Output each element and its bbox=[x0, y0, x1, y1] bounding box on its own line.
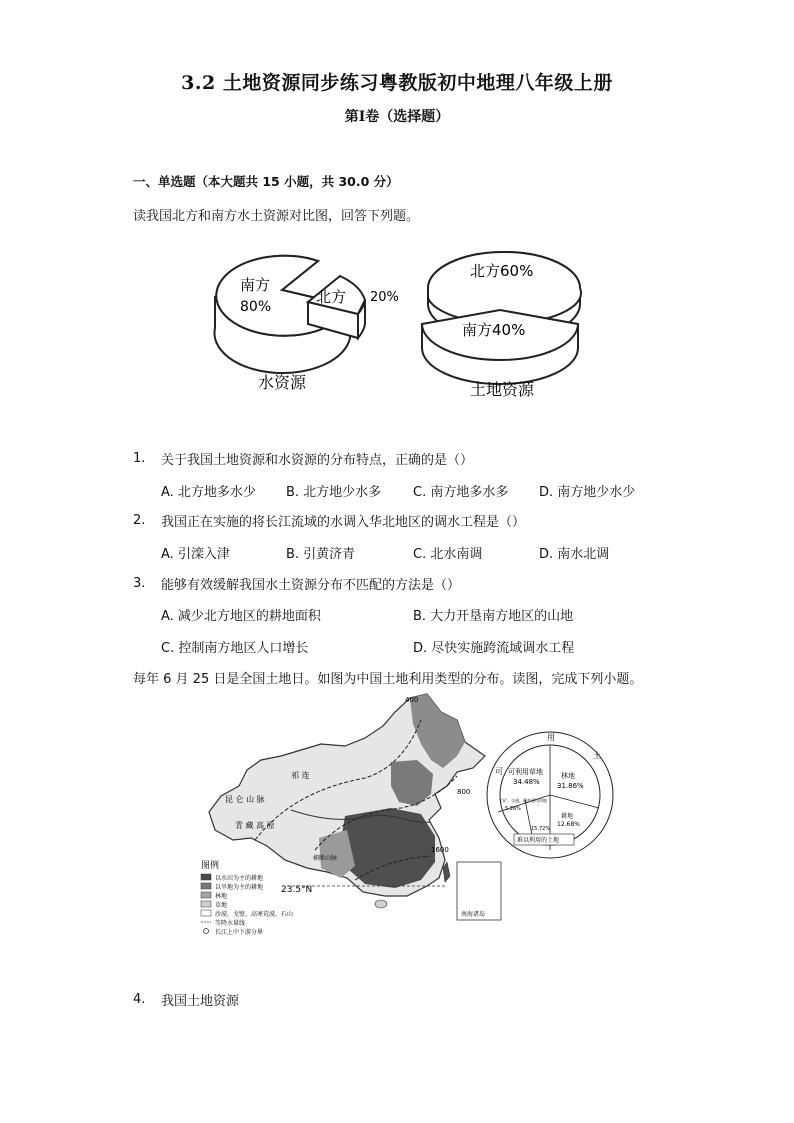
other-label: 难以利用的土地 bbox=[517, 837, 560, 844]
build-label: 工矿、交通、城乡建设用地 bbox=[499, 798, 547, 803]
usage-ring-outer-1: 用 bbox=[547, 733, 555, 742]
q4-number: 4. bbox=[133, 992, 146, 1007]
legend-swatch-grass bbox=[201, 901, 211, 907]
map-label-qilian: 祁 连 bbox=[291, 771, 310, 780]
grass-label: 可利用草地 bbox=[508, 768, 543, 776]
q4-text: 我国土地资源 bbox=[161, 994, 240, 1009]
forest-label: 林地 bbox=[561, 772, 575, 780]
legend-swatch-dryland bbox=[201, 883, 211, 889]
q2-option-d[interactable]: D. 南水北调 bbox=[539, 547, 610, 562]
q1-number: 1. bbox=[133, 451, 146, 466]
usage-ring-outer-5: 可 bbox=[495, 767, 503, 776]
legend-label-paddy: 以水田为主的耕地 bbox=[215, 875, 264, 882]
intro-text-1: 读我国北方和南方水土资源对比图，回答下列题。 bbox=[133, 209, 420, 224]
land-pie bbox=[422, 252, 581, 399]
section-heading: 一、单选题（本大题共 15 小题，共 30.0 分） bbox=[133, 174, 399, 189]
q2-number: 2. bbox=[133, 513, 146, 528]
map-label-lat: 23.5°N bbox=[281, 885, 313, 895]
legend-swatch-paddy bbox=[201, 874, 211, 880]
q3-text: 能够有效缓解我国水土资源分布不匹配的方法是（） bbox=[161, 578, 461, 593]
q2-option-b[interactable]: B. 引黄济青 bbox=[286, 547, 356, 562]
water-north-label: 北方 bbox=[316, 288, 347, 306]
q3-option-c[interactable]: C. 控制南方地区人口增长 bbox=[161, 641, 309, 656]
south-sea-label: 南海诸岛 bbox=[461, 911, 486, 918]
taiwan-island bbox=[443, 862, 450, 882]
water-north-value: 20% bbox=[370, 290, 399, 305]
page-title: 3.2 土地资源同步练习粤教版初中地理八年级上册 bbox=[181, 72, 613, 94]
water-land-pie-figure bbox=[200, 238, 600, 408]
hainan-island bbox=[375, 900, 387, 908]
legend-label-forest: 林地 bbox=[215, 893, 228, 900]
legend-label-grass: 草地 bbox=[215, 902, 228, 909]
q2-option-c[interactable]: C. 北水南调 bbox=[413, 547, 483, 562]
map-label-800: 800 bbox=[457, 788, 471, 796]
q3-number: 3. bbox=[133, 576, 146, 591]
map-legend bbox=[201, 859, 293, 936]
grass-value: 34.48% bbox=[513, 778, 540, 786]
q3-option-b[interactable]: B. 大力开垦南方地区的山地 bbox=[413, 609, 574, 624]
legend-title: 图例 bbox=[201, 861, 220, 871]
q1-text: 关于我国土地资源和水资源的分布特点，正确的是（） bbox=[161, 453, 474, 468]
legend-swatch-desert bbox=[201, 910, 211, 916]
q2-text: 我国正在实施的将长江流域的水调入华北地区的调水工程是（） bbox=[161, 515, 526, 530]
legend-swatch-forest bbox=[201, 892, 211, 898]
land-south-label: 南方40% bbox=[462, 321, 526, 339]
map-label-1600: 1600 bbox=[431, 846, 449, 854]
land-north-label: 北方60% bbox=[470, 262, 534, 280]
q1-option-a[interactable]: A. 北方地多水少 bbox=[161, 485, 256, 500]
forest-value: 31.86% bbox=[557, 782, 584, 790]
legend-swatch-boundary bbox=[204, 929, 209, 934]
land-usage-ring bbox=[487, 732, 613, 858]
land-use-map-figure bbox=[195, 690, 615, 950]
other-value: 15.72% bbox=[531, 826, 551, 832]
q3-option-a[interactable]: A. 减少北方地区的耕地面积 bbox=[161, 609, 321, 624]
map-label-kunlun: 昆 仑 山 脉 bbox=[225, 795, 265, 804]
q2-option-a[interactable]: A. 引滦入津 bbox=[161, 547, 230, 562]
map-label-hengduan: 横断山脉 bbox=[313, 855, 338, 862]
map-label-400: 400 bbox=[405, 696, 419, 704]
farm-value: 12.68% bbox=[557, 821, 580, 828]
page-subtitle: 第Ⅰ卷（选择题） bbox=[344, 109, 450, 125]
legend-label-desert: 沙漠、戈壁、高寒荒漠、石山 bbox=[215, 911, 294, 918]
legend-label-boundary: 长江上中下游分界 bbox=[215, 929, 264, 936]
q1-option-d[interactable]: D. 南方地少水少 bbox=[539, 485, 636, 500]
legend-label-dryland: 以旱地为主的耕地 bbox=[215, 884, 264, 891]
land-caption: 土地资源 bbox=[470, 380, 535, 399]
q1-option-b[interactable]: B. 北方地少水多 bbox=[286, 485, 382, 500]
legend-label-isohyet: 等降水量线 bbox=[215, 920, 246, 927]
build-value: 5.26% bbox=[505, 806, 521, 812]
water-south-value: 80% bbox=[240, 299, 272, 315]
usage-ring-outer-2: 土 bbox=[593, 751, 601, 760]
map-label-qingzang: 青 藏 高 原 bbox=[235, 821, 275, 830]
water-south-label: 南方 bbox=[240, 276, 271, 294]
farm-label: 耕地 bbox=[561, 813, 574, 820]
intro-text-2: 每年 6 月 25 日是全国土地日。如图为中国土地利用类型的分布。读图，完成下列小题。 bbox=[133, 672, 643, 687]
water-pie bbox=[214, 256, 398, 392]
water-caption: 水资源 bbox=[258, 373, 307, 392]
q1-option-c[interactable]: C. 南方地多水多 bbox=[413, 485, 509, 500]
q3-option-d[interactable]: D. 尽快实施跨流域调水工程 bbox=[413, 641, 575, 656]
